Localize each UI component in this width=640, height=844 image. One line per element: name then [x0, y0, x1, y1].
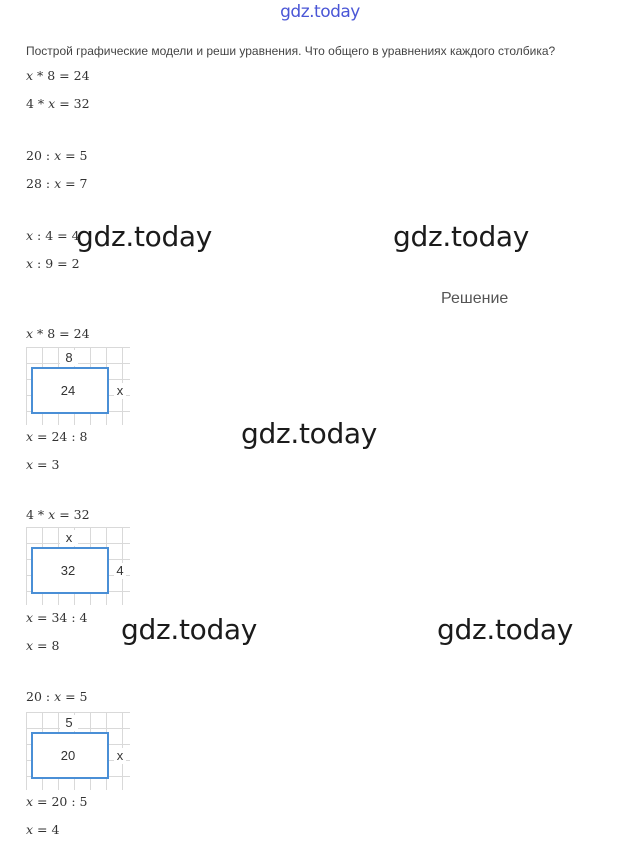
watermark-text: gdz.today: [76, 220, 213, 253]
task-equation-1: x * 8 = 24: [26, 68, 90, 83]
task-equation-2: 4 * x = 32: [26, 96, 90, 111]
site-logo[interactable]: gdz.today: [280, 2, 360, 22]
model-side-label: x: [114, 383, 126, 399]
task-equation-4: 28 : x = 7: [26, 176, 88, 191]
model-area-label: 20: [54, 748, 82, 764]
model-top-label: 5: [60, 715, 78, 731]
model-top-label: x: [60, 530, 78, 546]
solution-step-3a: x = 20 : 5: [26, 794, 88, 809]
graphic-model-1: [26, 347, 130, 425]
solution-step-2a: x = 34 : 4: [26, 610, 88, 625]
model-area-label: 24: [54, 383, 82, 399]
watermark-text: gdz.today: [437, 613, 574, 646]
task-text: Построй графические модели и реши уравнения. Что общего в уравнениях каждого столбика?: [26, 44, 556, 58]
watermark-text: gdz.today: [121, 613, 258, 646]
solution-equation-3: 20 : x = 5: [26, 689, 88, 704]
graphic-model-2: [26, 527, 130, 605]
solution-equation-1: x * 8 = 24: [26, 326, 90, 341]
model-top-label: 8: [60, 350, 78, 366]
task-equation-5: x : 4 = 4: [26, 228, 80, 243]
model-side-label: 4: [114, 563, 126, 579]
solution-step-2b: x = 8: [26, 638, 60, 653]
watermark-text: gdz.today: [393, 220, 530, 253]
model-side-label: x: [114, 748, 126, 764]
watermark-text: gdz.today: [241, 417, 378, 450]
model-area-label: 32: [54, 563, 82, 579]
solution-step-1b: x = 3: [26, 457, 60, 472]
task-equation-6: x : 9 = 2: [26, 256, 80, 271]
graphic-model-3: [26, 712, 130, 790]
solution-equation-2: 4 * x = 32: [26, 507, 90, 522]
task-equation-3: 20 : x = 5: [26, 148, 88, 163]
solution-step-3b: x = 4: [26, 822, 60, 837]
solution-heading: Решение: [441, 290, 509, 307]
solution-step-1a: x = 24 : 8: [26, 429, 88, 444]
